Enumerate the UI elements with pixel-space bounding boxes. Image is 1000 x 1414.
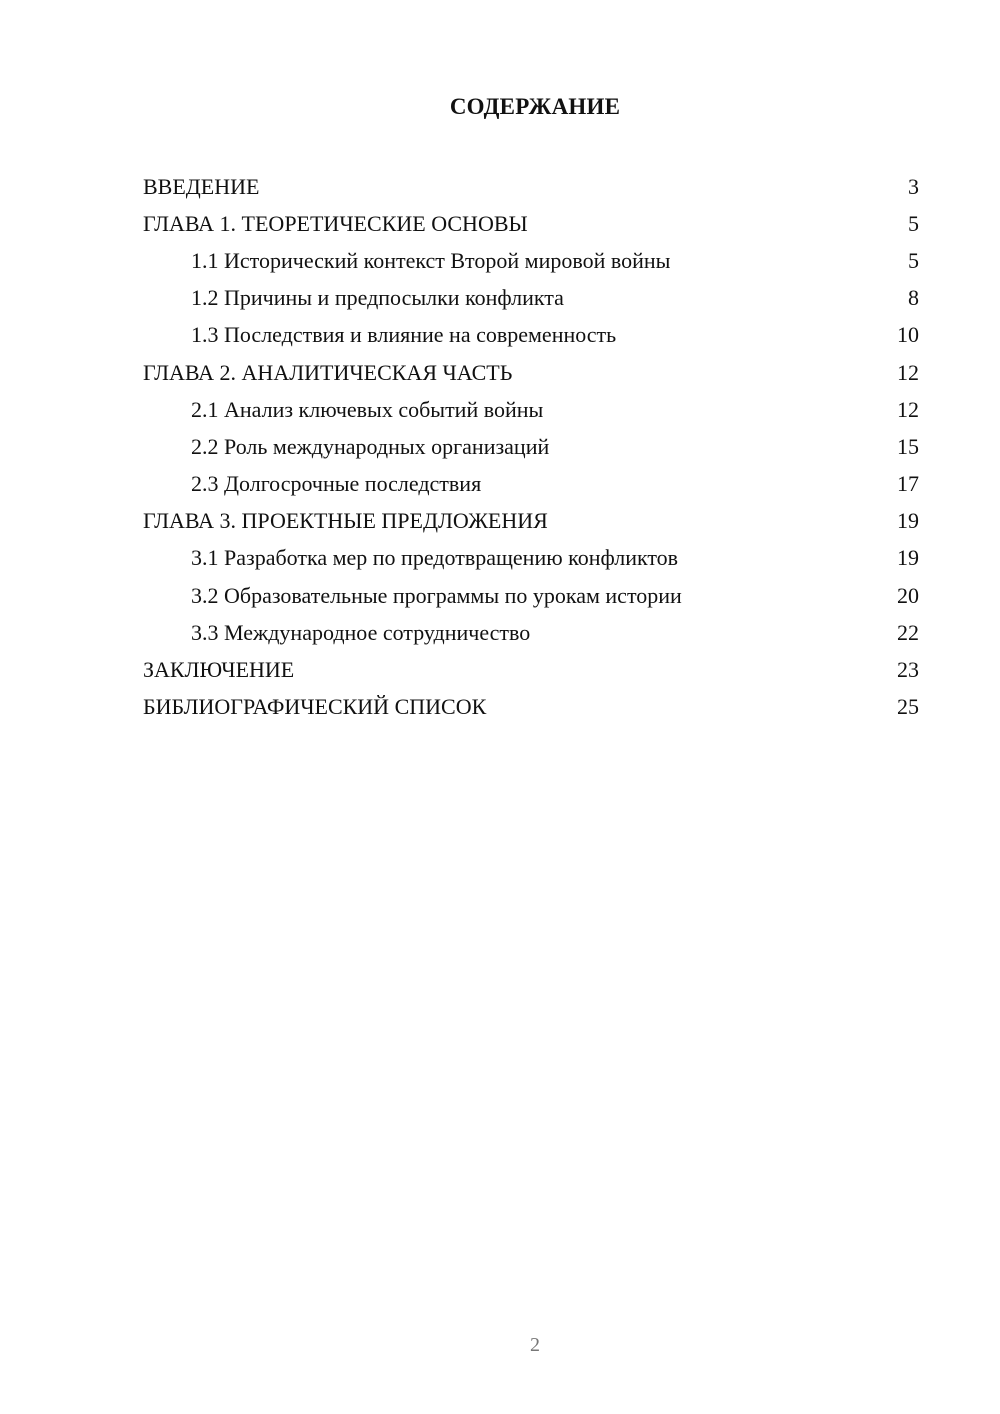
table-of-contents xyxy=(143,168,919,726)
toc-entry xyxy=(143,168,919,205)
toc-entry-page: 23 xyxy=(897,657,919,683)
toc-entry-label: БИБЛИОГРАФИЧЕСКИЙ СПИСОК xyxy=(143,694,487,720)
toc-entry-label: 3.3 Международное сотрудничество xyxy=(191,619,531,645)
toc-entry-page: 15 xyxy=(897,433,919,459)
toc-entry-page: 17 xyxy=(897,471,919,497)
toc-subentry xyxy=(143,428,919,465)
toc-entry-label: 2.2 Роль международных организаций xyxy=(191,433,550,459)
toc-entry xyxy=(143,651,919,688)
toc-subentry xyxy=(143,317,919,354)
toc-entry-page: 20 xyxy=(897,582,919,608)
toc-subentry xyxy=(143,280,919,317)
toc-entry-page: 19 xyxy=(897,508,919,534)
toc-subentry xyxy=(143,391,919,428)
toc-subentry xyxy=(143,540,919,577)
page-title: СОДЕРЖАНИЕ xyxy=(449,94,621,119)
toc-entry-page: 5 xyxy=(908,247,919,273)
toc-entry-label: 1.2 Причины и предпосылки конфликта xyxy=(191,285,564,311)
toc-entry-label: 2.3 Долгосрочные последствия xyxy=(191,471,482,497)
toc-entry-page: 19 xyxy=(897,545,919,571)
toc-entry-label: 3.2 Образовательные программы по урокам истории xyxy=(191,582,682,608)
toc-entry-label: 2.1 Анализ ключевых событий войны xyxy=(191,396,544,422)
toc-entry-label: ГЛАВА 2. АНАЛИТИЧЕСКАЯ ЧАСТЬ xyxy=(143,359,513,385)
toc-entry xyxy=(143,503,919,540)
toc-subentry xyxy=(143,614,919,651)
toc-entry-label: ГЛАВА 1. ТЕОРЕТИЧЕСКИЕ ОСНОВЫ xyxy=(143,210,528,236)
toc-entry-label: 1.3 Последствия и влияние на современность xyxy=(191,322,617,348)
toc-entry-label: 3.1 Разработка мер по предотвращению конфликтов xyxy=(191,545,679,571)
toc-entry-page: 22 xyxy=(897,619,919,645)
toc-entry xyxy=(143,689,919,726)
toc-entry-page: 12 xyxy=(897,359,919,385)
toc-entry-label: ГЛАВА 3. ПРОЕКТНЫЕ ПРЕДЛОЖЕНИЯ xyxy=(143,508,548,534)
toc-entry xyxy=(143,205,919,242)
toc-entry-page: 10 xyxy=(897,322,919,348)
toc-entry-label: 1.1 Исторический контекст Второй мировой войны xyxy=(191,247,671,273)
toc-entry-label: ЗАКЛЮЧЕНИЕ xyxy=(143,657,295,683)
toc-entry-label: ВВЕДЕНИЕ xyxy=(143,173,260,199)
toc-entry-page: 8 xyxy=(908,285,919,311)
toc-subentry xyxy=(143,242,919,279)
toc-entry-page: 5 xyxy=(908,210,919,236)
toc-subentry xyxy=(143,466,919,503)
toc-subentry xyxy=(143,577,919,614)
toc-entry-page: 25 xyxy=(897,694,919,720)
toc-entry-page: 3 xyxy=(908,173,919,199)
toc-entry-page: 12 xyxy=(897,396,919,422)
page-number: 2 xyxy=(530,1334,540,1356)
toc-entry xyxy=(143,354,919,391)
